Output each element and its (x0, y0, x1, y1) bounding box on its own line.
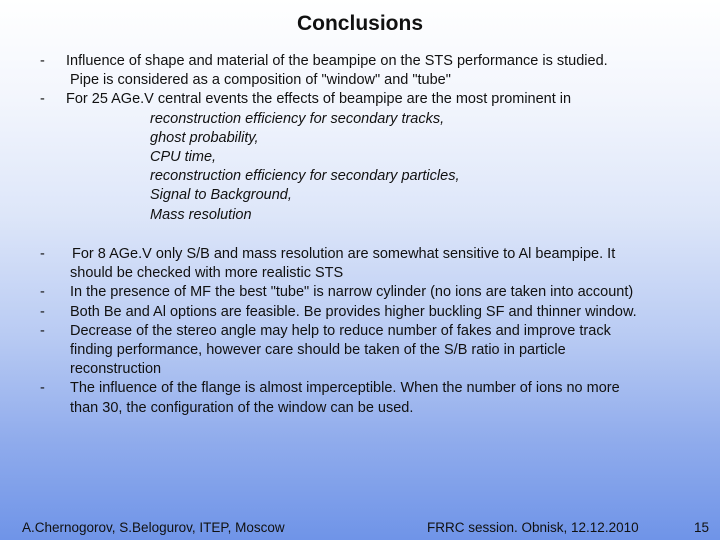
bullet-item (0, 322, 720, 380)
bullet-item (0, 90, 720, 224)
conclusions-block-2 (0, 245, 720, 418)
sub-item: reconstruction efficiency for secondary particles, (150, 168, 460, 185)
page-number: 15 (694, 520, 710, 535)
bullet-dash: - (40, 303, 45, 320)
bullet-text: reconstruction (70, 361, 162, 378)
bullet-dash: - (40, 284, 45, 301)
bullet-text: For 25 AGe.V central events the effects of beampipe are the most prominent in (66, 91, 572, 108)
bullet-text: Both Be and Al options are feasible. Be provides higher buckling SF and thinner window. (70, 303, 637, 320)
bullet-item (0, 379, 720, 417)
bullet-dash: - (40, 380, 45, 397)
conclusions-block-1 (0, 52, 720, 225)
bullet-dash: - (40, 91, 45, 108)
bullet-dash: - (40, 322, 45, 339)
bullet-text: In the presence of MF the best "tube" is narrow cylinder (no ions are taken into account) (70, 284, 634, 301)
bullet-text: than 30, the configuration of the window can be used. (70, 399, 414, 416)
footer-authors: A.Chernogorov, S.Belogurov, ITEP, Moscow (22, 520, 285, 535)
bullet-text: Influence of shape and material of the beampipe on the STS performance is studied. (66, 53, 608, 69)
bullet-dash: - (40, 246, 45, 262)
sub-item: Mass resolution (150, 206, 252, 223)
bullet-dash: - (40, 53, 45, 69)
sub-item: ghost probability, (150, 129, 259, 146)
footer-event: FRRC session. Obnisk, 12.12.2010 (427, 520, 639, 535)
slide-title: Conclusions (296, 12, 423, 35)
bullet-text: Decrease of the stereo angle may help to reduce number of fakes and improve track (70, 322, 611, 339)
bullet-item (0, 245, 720, 283)
bullet-text: finding performance, however care should be taken of the S/B ratio in particle (70, 342, 566, 359)
sub-item: reconstruction efficiency for secondary tracks, (150, 110, 445, 127)
bullet-text: should be checked with more realistic STS (70, 265, 344, 282)
bullet-item (0, 52, 720, 90)
bullet-text: Pipe is considered as a composition of "window" and "tube" (70, 72, 451, 89)
bullet-item (0, 303, 720, 322)
sub-item: CPU time, (150, 149, 217, 166)
bullet-text: For 8 AGe.V only S/B and mass resolution are somewhat sensitive to Al beampipe. It (72, 246, 616, 262)
sub-item: Signal to Background, (150, 187, 292, 204)
bullet-item (0, 283, 720, 302)
bullet-text: The influence of the flange is almost imperceptible. When the number of ions no more (70, 380, 620, 397)
